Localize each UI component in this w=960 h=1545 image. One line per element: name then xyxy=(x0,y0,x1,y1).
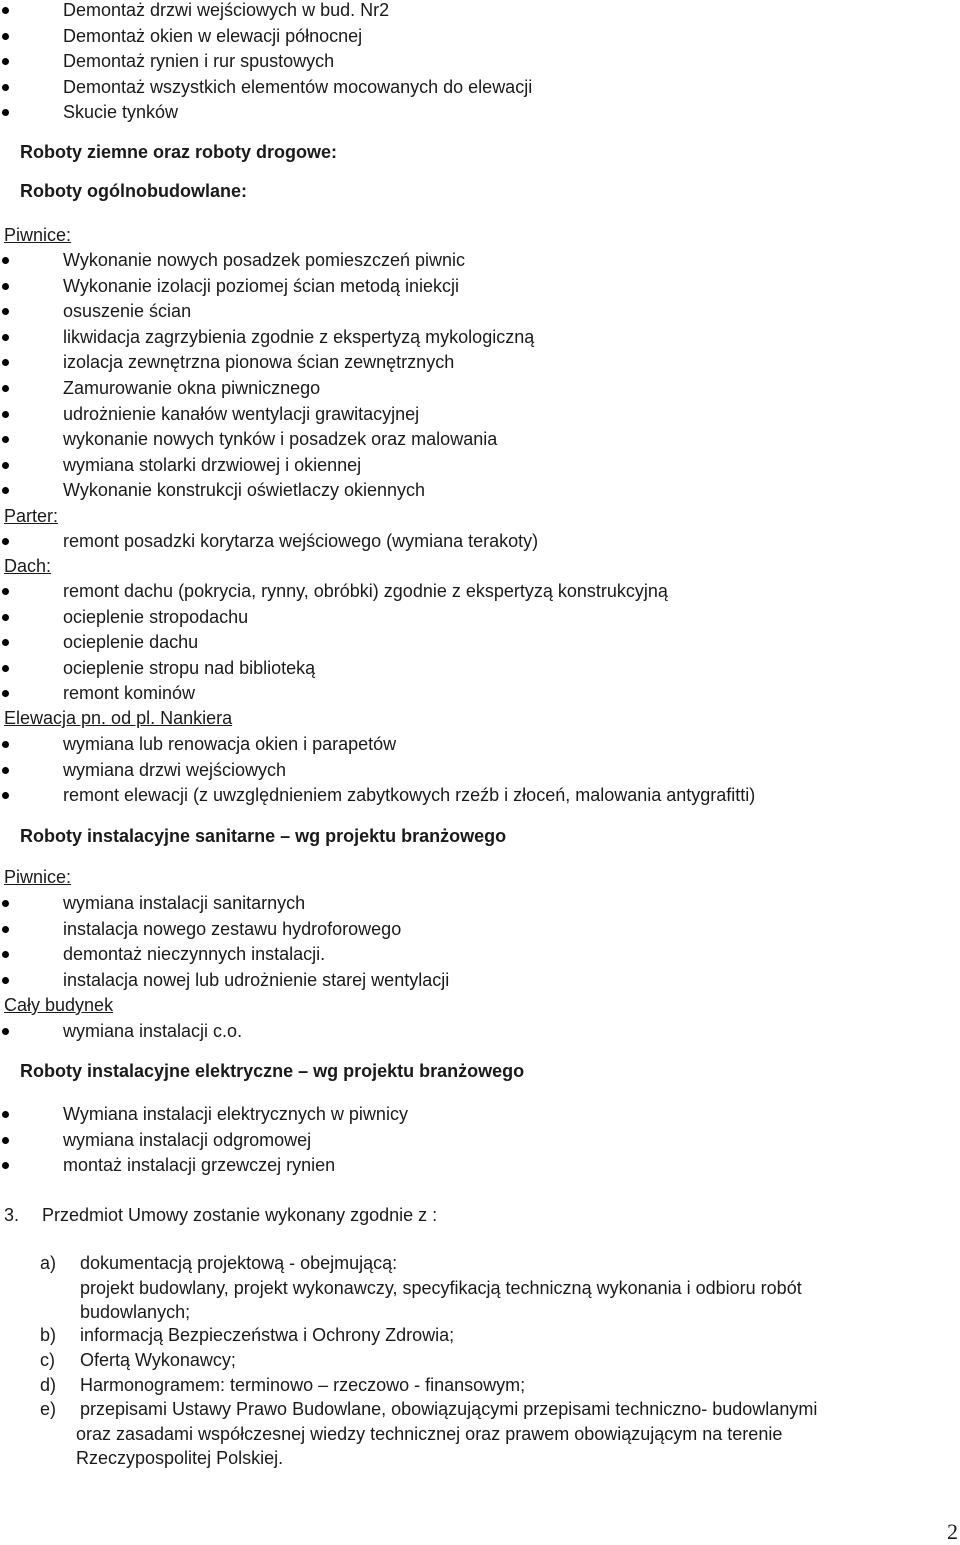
list-item: Skucie tynków xyxy=(0,100,532,126)
subheading-ground-floor: Parter: xyxy=(4,506,59,526)
bullet-icon xyxy=(2,588,9,595)
list-item: izolacja zewnętrzna pionowa ścian zewnętrznych xyxy=(0,350,534,376)
clause-number: 3. xyxy=(4,1205,20,1225)
list-item: wykonanie nowych tynków i posadzek oraz malowania xyxy=(0,427,534,453)
list-item: ocieplenie stropu nad biblioteką xyxy=(0,656,668,682)
list-item: likwidacja zagrzybienia zgodnie z ekspertyzą mykologiczną xyxy=(0,325,534,351)
bullet-icon xyxy=(2,1162,9,1169)
bullet-icon xyxy=(2,359,9,366)
electrical-list xyxy=(0,1102,408,1179)
list-item: Wykonanie konstrukcji oświetlaczy okiennych xyxy=(0,478,534,504)
bullet-icon xyxy=(2,33,9,40)
list-item: wymiana drzwi wejściowych xyxy=(0,758,755,784)
bullet-icon xyxy=(2,1111,9,1118)
bullet-icon xyxy=(2,58,9,65)
list-item: ocieplenie stropodachu xyxy=(0,605,668,631)
bullet-icon xyxy=(2,436,9,443)
list-item: montaż instalacji grzewczej rynien xyxy=(0,1153,408,1179)
list-item: wymiana instalacji sanitarnych xyxy=(0,891,449,917)
list-item: Wymiana instalacji elektrycznych w piwnicy xyxy=(0,1102,408,1128)
bullet-icon xyxy=(2,109,9,116)
list-item: wymiana lub renowacja okien i parapetów xyxy=(0,732,755,758)
list-item: Demontaż drzwi wejściowych w bud. Nr2 xyxy=(0,0,532,24)
list-item: osuszenie ścian xyxy=(0,299,534,325)
bullet-icon xyxy=(2,283,9,290)
list-item: wymiana stolarki drzwiowej i okiennej xyxy=(0,453,534,479)
list-item: Zamurowanie okna piwnicznego xyxy=(0,376,534,402)
list-item: Demontaż rynien i rur spustowych xyxy=(0,49,532,75)
section-heading-earthworks: Roboty ziemne oraz roboty drogowe: xyxy=(20,142,338,162)
list-item: ocieplenie dachu xyxy=(0,630,668,656)
list-item: instalacja nowego zestawu hydroforowego xyxy=(0,917,449,943)
bullet-icon xyxy=(2,1137,9,1144)
section-heading-electrical: Roboty instalacyjne elektryczne – wg projektu branżowego xyxy=(20,1061,525,1081)
subheading-basement: Piwnice: xyxy=(4,225,72,245)
section-heading-general-construction: Roboty ogólnobudowlane: xyxy=(20,181,247,201)
clause-text: Przedmiot Umowy zostanie wykonany zgodnie z : xyxy=(42,1205,438,1225)
bullet-icon xyxy=(2,900,9,907)
ground-floor-list xyxy=(0,529,538,555)
roof-list xyxy=(0,579,668,707)
item-label: a) xyxy=(40,1253,57,1273)
basement-list xyxy=(0,248,534,504)
bullet-icon xyxy=(2,7,9,14)
bullet-icon xyxy=(2,257,9,264)
list-item: Wykonanie nowych posadzek pomieszczeń piwnic xyxy=(0,248,534,274)
whole-building-list xyxy=(0,1019,242,1045)
page-number: 2 xyxy=(947,1519,958,1544)
bullet-icon xyxy=(2,639,9,646)
bullet-icon xyxy=(2,334,9,341)
list-item: instalacja nowej lub udrożnienie starej wentylacji xyxy=(0,968,449,994)
sanitary-list xyxy=(0,891,449,993)
bullet-icon xyxy=(2,1028,9,1035)
list-item: udrożnienie kanałów wentylacji grawitacyjnej xyxy=(0,402,534,428)
bullet-icon xyxy=(2,614,9,621)
list-item: remont elewacji (z uwzględnieniem zabytkowych rzeźb i złoceń, malowania antygrafitti) xyxy=(0,783,755,809)
list-item: Wykonanie izolacji poziomej ścian metodą iniekcji xyxy=(0,274,534,300)
bullet-icon xyxy=(2,741,9,748)
list-item: demontaż nieczynnych instalacji. xyxy=(0,942,449,968)
bullet-icon xyxy=(2,84,9,91)
bullet-icon xyxy=(2,767,9,774)
demolition-list xyxy=(0,0,532,126)
bullet-icon xyxy=(2,411,9,418)
bullet-icon xyxy=(2,487,9,494)
bullet-icon xyxy=(2,977,9,984)
section-heading-sanitary: Roboty instalacyjne sanitarne – wg projektu branżowego xyxy=(20,826,507,846)
list-item: remont dachu (pokrycia, rynny, obróbki) zgodnie z ekspertyzą konstrukcyjną xyxy=(0,579,668,605)
list-item: wymiana instalacji odgromowej xyxy=(0,1128,408,1154)
bullet-icon xyxy=(2,665,9,672)
bullet-icon xyxy=(2,690,9,697)
item-label: d) xyxy=(40,1375,57,1395)
bullet-icon xyxy=(2,385,9,392)
list-item: Demontaż okien w elewacji północnej xyxy=(0,24,532,50)
document-page: Demontaż drzwi wejściowych w bud. Nr2 Demontaż okien w elewacji północnej Demontaż rynien i rur spustowych Demontaż wszystkich elementów mocowanych do elewacji Skucie tynków Roboty ziemne oraz roboty drogowe: Roboty ogólnobudowlane: Piwnice: Wykonanie nowych posadzek pomieszczeń piwnic Wykonanie izolacji poziomej ścian metodą iniekcji osuszenie ścian likwidacja zagrzybienia zgodnie z ekspertyzą mykologiczną izolacja zewnętrzna pionowa ścian zewnętrznych Zamurowanie okna piwnicznego udrożnienie kanałów wentylacji grawitacyjnej wykonanie nowych tynków i posadzek oraz malowania wymiana stolarki drzwiowej i okiennej Wykonanie konstrukcji oświetlaczy okiennych Parter: remont posadzki korytarza wejściowego (wymiana terakoty) Dach: remont dachu (pokrycia, rynny, obróbki) zgodnie z ekspertyzą konstrukcyjną ocieplenie stropodachu ocieplenie dachu ocieplenie stropu nad biblioteką remont kominów Elewacja pn. od pl. Nankiera wymiana lub renowacja okien i parapetów wymiana drzwi wejściowych remont elewacji (z uwzględnieniem zabytkowych rzeźb i złoceń, malowania antygrafitti) Roboty instalacyjne sanitarne – wg projektu branżowego Piwnice: wymiana instalacji sanitarnych instalacja nowego zestawu hydroforowego demontaż nieczynnych instalacji. instalacja nowej lub udrożnienie starej wentylacji Cały budynek wymiana instalacji c.o. Roboty instalacyjne elektryczne – wg projektu branżowego Wymiana instalacji elektrycznych w piwnicy wymiana instalacji odgromowej montaż instalacji grzewczej rynien 3. Przedmiot Umowy zostanie wykonany zgodnie z : a) dokumentacją projektową - obejmującą: projekt budowlany, projekt wykonawczy, specyfikacją techniczną wykonania i odbioru robót budowlanych; b) informacją Bezpieczeństwa i Ochrony Zdrowia; c) Ofertą Wykonawcy; d) Harmonogramem: terminowo – rzeczowo - finansowym; e) przepisami Ustawy Prawo Budowlane, obowiązującymi przepisami techniczno- budowlanymi oraz zasadami współczesnej wiedzy technicznej oraz prawem obowiązującym na terenie Rzeczypospolitej Polskiej. 2 xyxy=(0,0,960,1543)
subheading-whole-building: Cały budynek xyxy=(4,995,114,1015)
bullet-icon xyxy=(2,308,9,315)
list-item: remont posadzki korytarza wejściowego (wymiana terakoty) xyxy=(0,529,538,555)
item-label: e) xyxy=(40,1399,57,1419)
bullet-icon xyxy=(2,462,9,469)
clause-3 xyxy=(4,1203,438,1228)
list-item: wymiana instalacji c.o. xyxy=(0,1019,242,1045)
list-item: remont kominów xyxy=(0,681,668,707)
subheading-basement-sanitary: Piwnice: xyxy=(4,867,72,887)
bullet-icon xyxy=(2,538,9,545)
facade-list xyxy=(0,732,755,809)
bullet-icon xyxy=(2,926,9,933)
list-item: Demontaż wszystkich elementów mocowanych do elewacji xyxy=(0,75,532,101)
bullet-icon xyxy=(2,951,9,958)
item-label: b) xyxy=(40,1325,57,1345)
subheading-facade: Elewacja pn. od pl. Nankiera xyxy=(4,708,233,728)
item-label: c) xyxy=(40,1350,55,1370)
bullet-icon xyxy=(2,792,9,799)
subheading-roof: Dach: xyxy=(4,556,52,576)
